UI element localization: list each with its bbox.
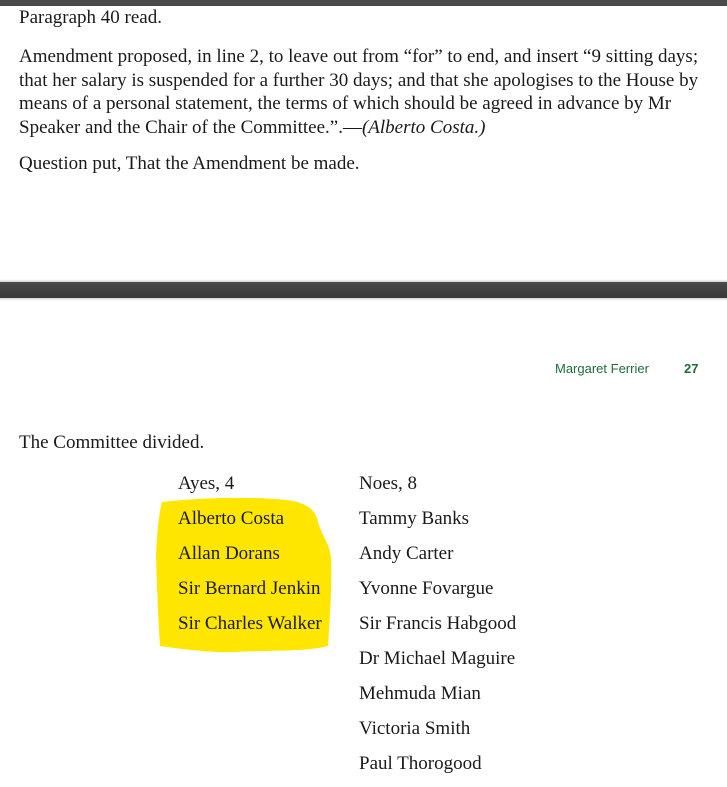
- paragraph-read: Paragraph 40 read.: [19, 7, 162, 28]
- noes-member: Sir Francis Habgood: [359, 613, 517, 634]
- noes-member: Yvonne Fovargue: [359, 578, 494, 599]
- ayes-member: Allan Dorans: [178, 543, 280, 564]
- question-put: Question put, That the Amendment be made.: [19, 153, 360, 174]
- noes-heading: Noes, 8: [359, 473, 418, 494]
- amendment-citation: (Alberto Costa.): [361, 116, 486, 138]
- noes-member: Andy Carter: [359, 543, 454, 564]
- page-number: 27: [684, 361, 699, 376]
- noes-member: Dr Michael Maguire: [359, 648, 516, 669]
- noes-column: [359, 472, 516, 787]
- noes-member: Mehmuda Mian: [359, 683, 481, 704]
- noes-member: Paul Thorogood: [359, 753, 482, 774]
- noes-member: Victoria Smith: [359, 718, 471, 739]
- running-head-title: Margaret Ferrier: [555, 361, 649, 376]
- ayes-column: [178, 472, 322, 647]
- committee-divided: The Committee divided.: [19, 432, 205, 453]
- ayes-member: Alberto Costa: [178, 508, 285, 529]
- amendment-text: Amendment proposed, in line 2, to leave out from “for” to end, and insert “9 sitting days; that her salary is suspended for a further 30 days; and that she apologises to the House by means of a personal statement, the terms of which should be agreed in advance by Mr Speaker and the Chair of the Committee.”.—: [19, 46, 699, 138]
- amendment-paragraph: [19, 45, 709, 139]
- ayes-heading: Ayes, 4: [178, 473, 235, 494]
- noes-member: Tammy Banks: [359, 508, 470, 529]
- ayes-member: Sir Charles Walker: [178, 613, 322, 634]
- page-break-separator: [0, 282, 727, 298]
- ayes-member: Sir Bernard Jenkin: [178, 578, 321, 599]
